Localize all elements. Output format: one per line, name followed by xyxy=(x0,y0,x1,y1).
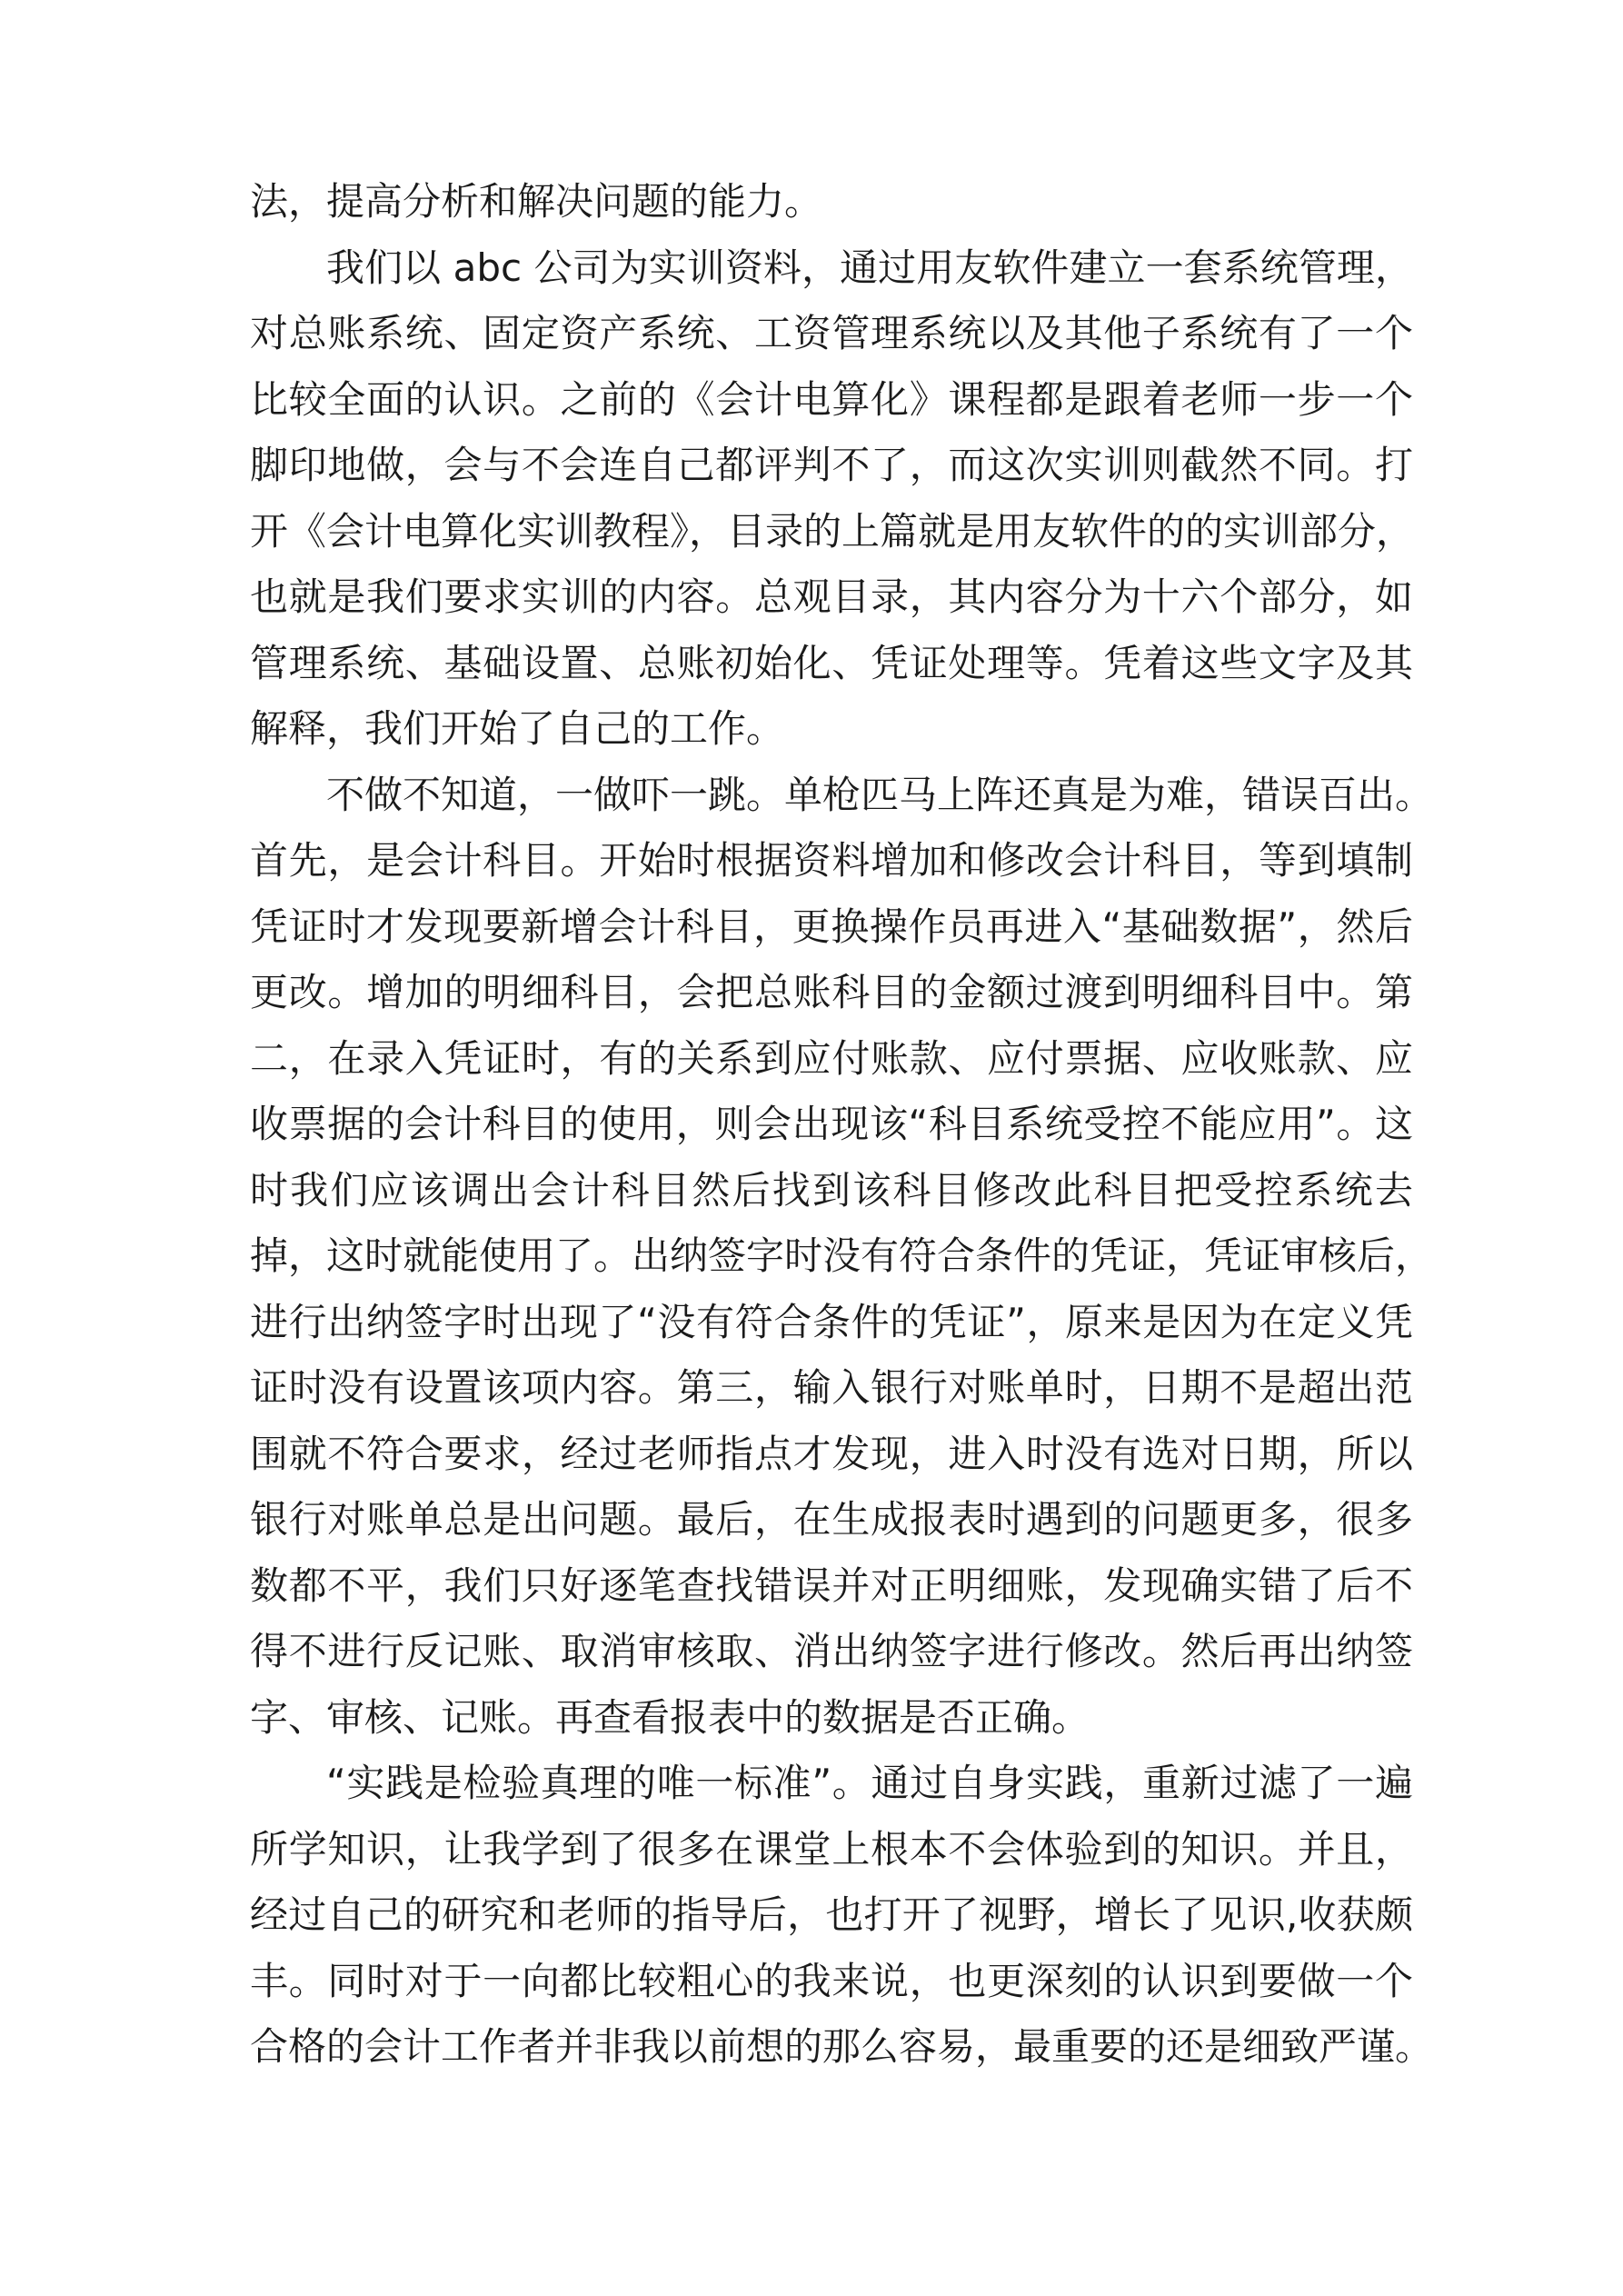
text-line: 掉，这时就能使用了。出纳签字时没有符合条件的凭证，凭证审核后， xyxy=(250,1233,1434,1278)
text-line: 证时没有设置该项内容。第三，输入银行对账单时，日期不是超出范 xyxy=(250,1365,1413,1410)
text-line: 围就不符合要求，经过老师指点才发现，进入时没有选对日期，所以 xyxy=(250,1431,1413,1476)
text-line: 进行出纳签字时出现了“没有符合条件的凭证”，原来是因为在定义凭 xyxy=(250,1299,1413,1344)
text-line: 经过自己的研究和老师的指导后，也打开了视野，增长了见识,收获颇 xyxy=(250,1892,1413,1937)
text-line: 我们以 abc 公司为实训资料，通过用友软件建立一套系统管理， xyxy=(326,245,1413,290)
text-line: 首先，是会计科目。开始时根据资料增加和修改会计科目，等到填制 xyxy=(250,838,1413,883)
text-line: 凭证时才发现要新增会计科目，更换操作员再进入“基础数据”，然后 xyxy=(250,903,1413,949)
paragraph-2 xyxy=(250,235,1413,763)
text-line: 合格的会计工作者并非我以前想的那么容易，最重要的还是细致严谨。 xyxy=(250,2024,1434,2069)
text-line: 更改。增加的明细科目，会把总账科目的金额过渡到明细科目中。第 xyxy=(250,970,1413,1014)
text-line: 丰。同时对于一向都比较粗心的我来说，也更深刻的认识到要做一个 xyxy=(250,1958,1413,2003)
text-line: 脚印地做，会与不会连自己都评判不了，而这次实训则截然不同。打 xyxy=(250,443,1413,487)
text-line: 数都不平，我们只好逐笔查找错误并对正明细账，发现确实错了后不 xyxy=(250,1562,1413,1608)
text-line: 管理系统、基础设置、总账初始化、凭证处理等。凭着这些文字及其 xyxy=(250,640,1413,685)
document-body xyxy=(250,169,1434,2081)
text-line: 解释，我们开始了自己的工作。 xyxy=(250,706,785,751)
text-line: 不做不知道，一做吓一跳。单枪匹马上阵还真是为难，错误百出。 xyxy=(326,772,1434,817)
text-line: 比较全面的认识。之前的《会计电算化》课程都是跟着老师一步一个 xyxy=(250,376,1413,422)
text-line: 二，在录入凭证时，有的关系到应付账款、应付票据、应收账款、应 xyxy=(250,1035,1413,1081)
text-line: 开《会计电算化实训教程》，目录的上篇就是用友软件的的实训部分， xyxy=(250,508,1415,554)
text-line: 时我们应该调出会计科目然后找到该科目修改此科目把受控系统去 xyxy=(250,1167,1413,1213)
text-line: 也就是我们要求实训的内容。总观目录，其内容分为十六个部分，如 xyxy=(250,574,1413,619)
text-line: “实践是检验真理的唯一标准”。通过自身实践，重新过滤了一遍 xyxy=(326,1761,1413,1805)
text-line: 所学知识，让我学到了很多在课堂上根本不会体验到的知识。并且， xyxy=(250,1826,1413,1872)
paragraph-3 xyxy=(250,763,1434,1752)
text-line: 对总账系统、固定资产系统、工资管理系统以及其他子系统有了一个 xyxy=(250,311,1413,355)
paragraph-4 xyxy=(250,1751,1434,2081)
text-line: 银行对账单总是出问题。最后，在生成报表时遇到的问题更多，很多 xyxy=(250,1497,1413,1542)
text-line: 收票据的会计科目的使用，则会出现该“科目系统受控不能应用”。这 xyxy=(250,1102,1413,1146)
text-line: 法，提高分析和解决问题的能力。 xyxy=(250,179,823,224)
text-line: 字、审核、记账。再查看报表中的数据是否正确。 xyxy=(250,1694,1090,1740)
text-line: 得不进行反记账、取消审核取、消出纳签字进行修改。然后再出纳签 xyxy=(250,1629,1413,1673)
paragraph-1 xyxy=(250,169,1413,235)
